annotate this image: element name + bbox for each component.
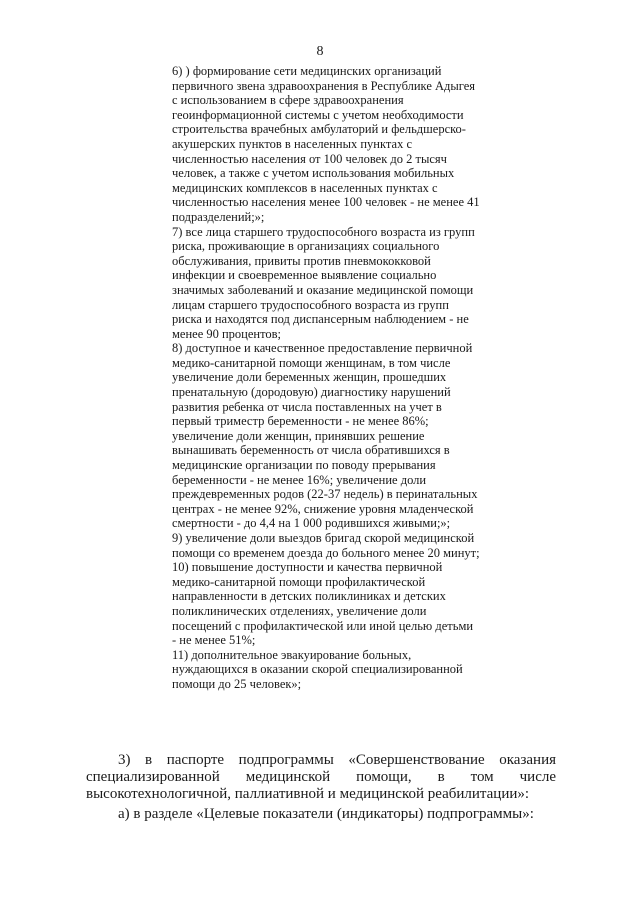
- paragraph-3: 3) в паспорте подпрограммы «Совершенствование оказания специализированной медицинской помощи, в том числе высокотехнологичной, паллиативной и медицинской реабилитации»:: [86, 752, 556, 802]
- list-item-7: 7) все лица старшего трудоспособного возраста из групп риска, проживающие в организациях социального обслуживания, привиты против пневмококковой инфекции и своевременное выявление социально значимых заболеваний и оказание медицинской помощи лицам старшего трудоспособного возраста из групп риска и находятся под диспансерным наблюдением - не менее 90 процентов;: [172, 224, 475, 341]
- paragraph-a: а) в разделе «Целевые показатели (индикаторы) подпрограммы»:: [118, 806, 534, 822]
- page-number: 8: [316, 44, 324, 59]
- list-item-11: 11) дополнительное эвакуирование больных, нуждающихся в оказании скорой специализированной помощи до 25 человек»;: [172, 647, 463, 691]
- list-item-9: 9) увеличение доли выездов бригад скорой медицинской помощи со временем доезда до больного менее 20 минут;: [172, 531, 480, 560]
- main-text: [86, 752, 556, 823]
- list-item-8: 8) доступное и качественное предоставление первичной медико-санитарной помощи женщинам, в том числе увеличение доли беременных женщин, прошедших пренатальную (дородовую) диагностику нарушений развития ребенка от числа поставленных на учет в первый триместр беременности - не менее 86%; увеличение доли женщин, принявших решение вынашивать беременность от числа обратившихся в медицинские организации по поводу прерывания беременности - не менее 16%; увеличение доли преждевременных родов (22-37 недель) в перинатальных центрах - не менее 92%, снижение уровня младенческой смертности - до 4,4 на 1 000 родившихся живыми;»;: [172, 341, 478, 531]
- list-item-10: 10) повышение доступности и качества первичной медико-санитарной помощи профилактической направленности в детских поликлиниках и детских поликлинических отделениях, увеличение доли посещений с профилактической или иной целью детьми - не менее 51%;: [172, 560, 474, 648]
- list-item-6: 6) ) формирование сети медицинских организаций первичного звена здравоохранения в Республике Адыгея с использованием в сфере здравоохранения геоинформационной системы с учетом необходимости строительства врачебных амбулаторий и фельдшерско-акушерских пунктов в населенных пунктах с численностью населения от 100 человек до 2 тысяч человек, а также с учетом использования мобильных медицинских комплексов в населенных пунктах с численностью населения менее 100 человек - не менее 41 подразделений;»;: [172, 64, 480, 224]
- inserted-list: [172, 64, 480, 692]
